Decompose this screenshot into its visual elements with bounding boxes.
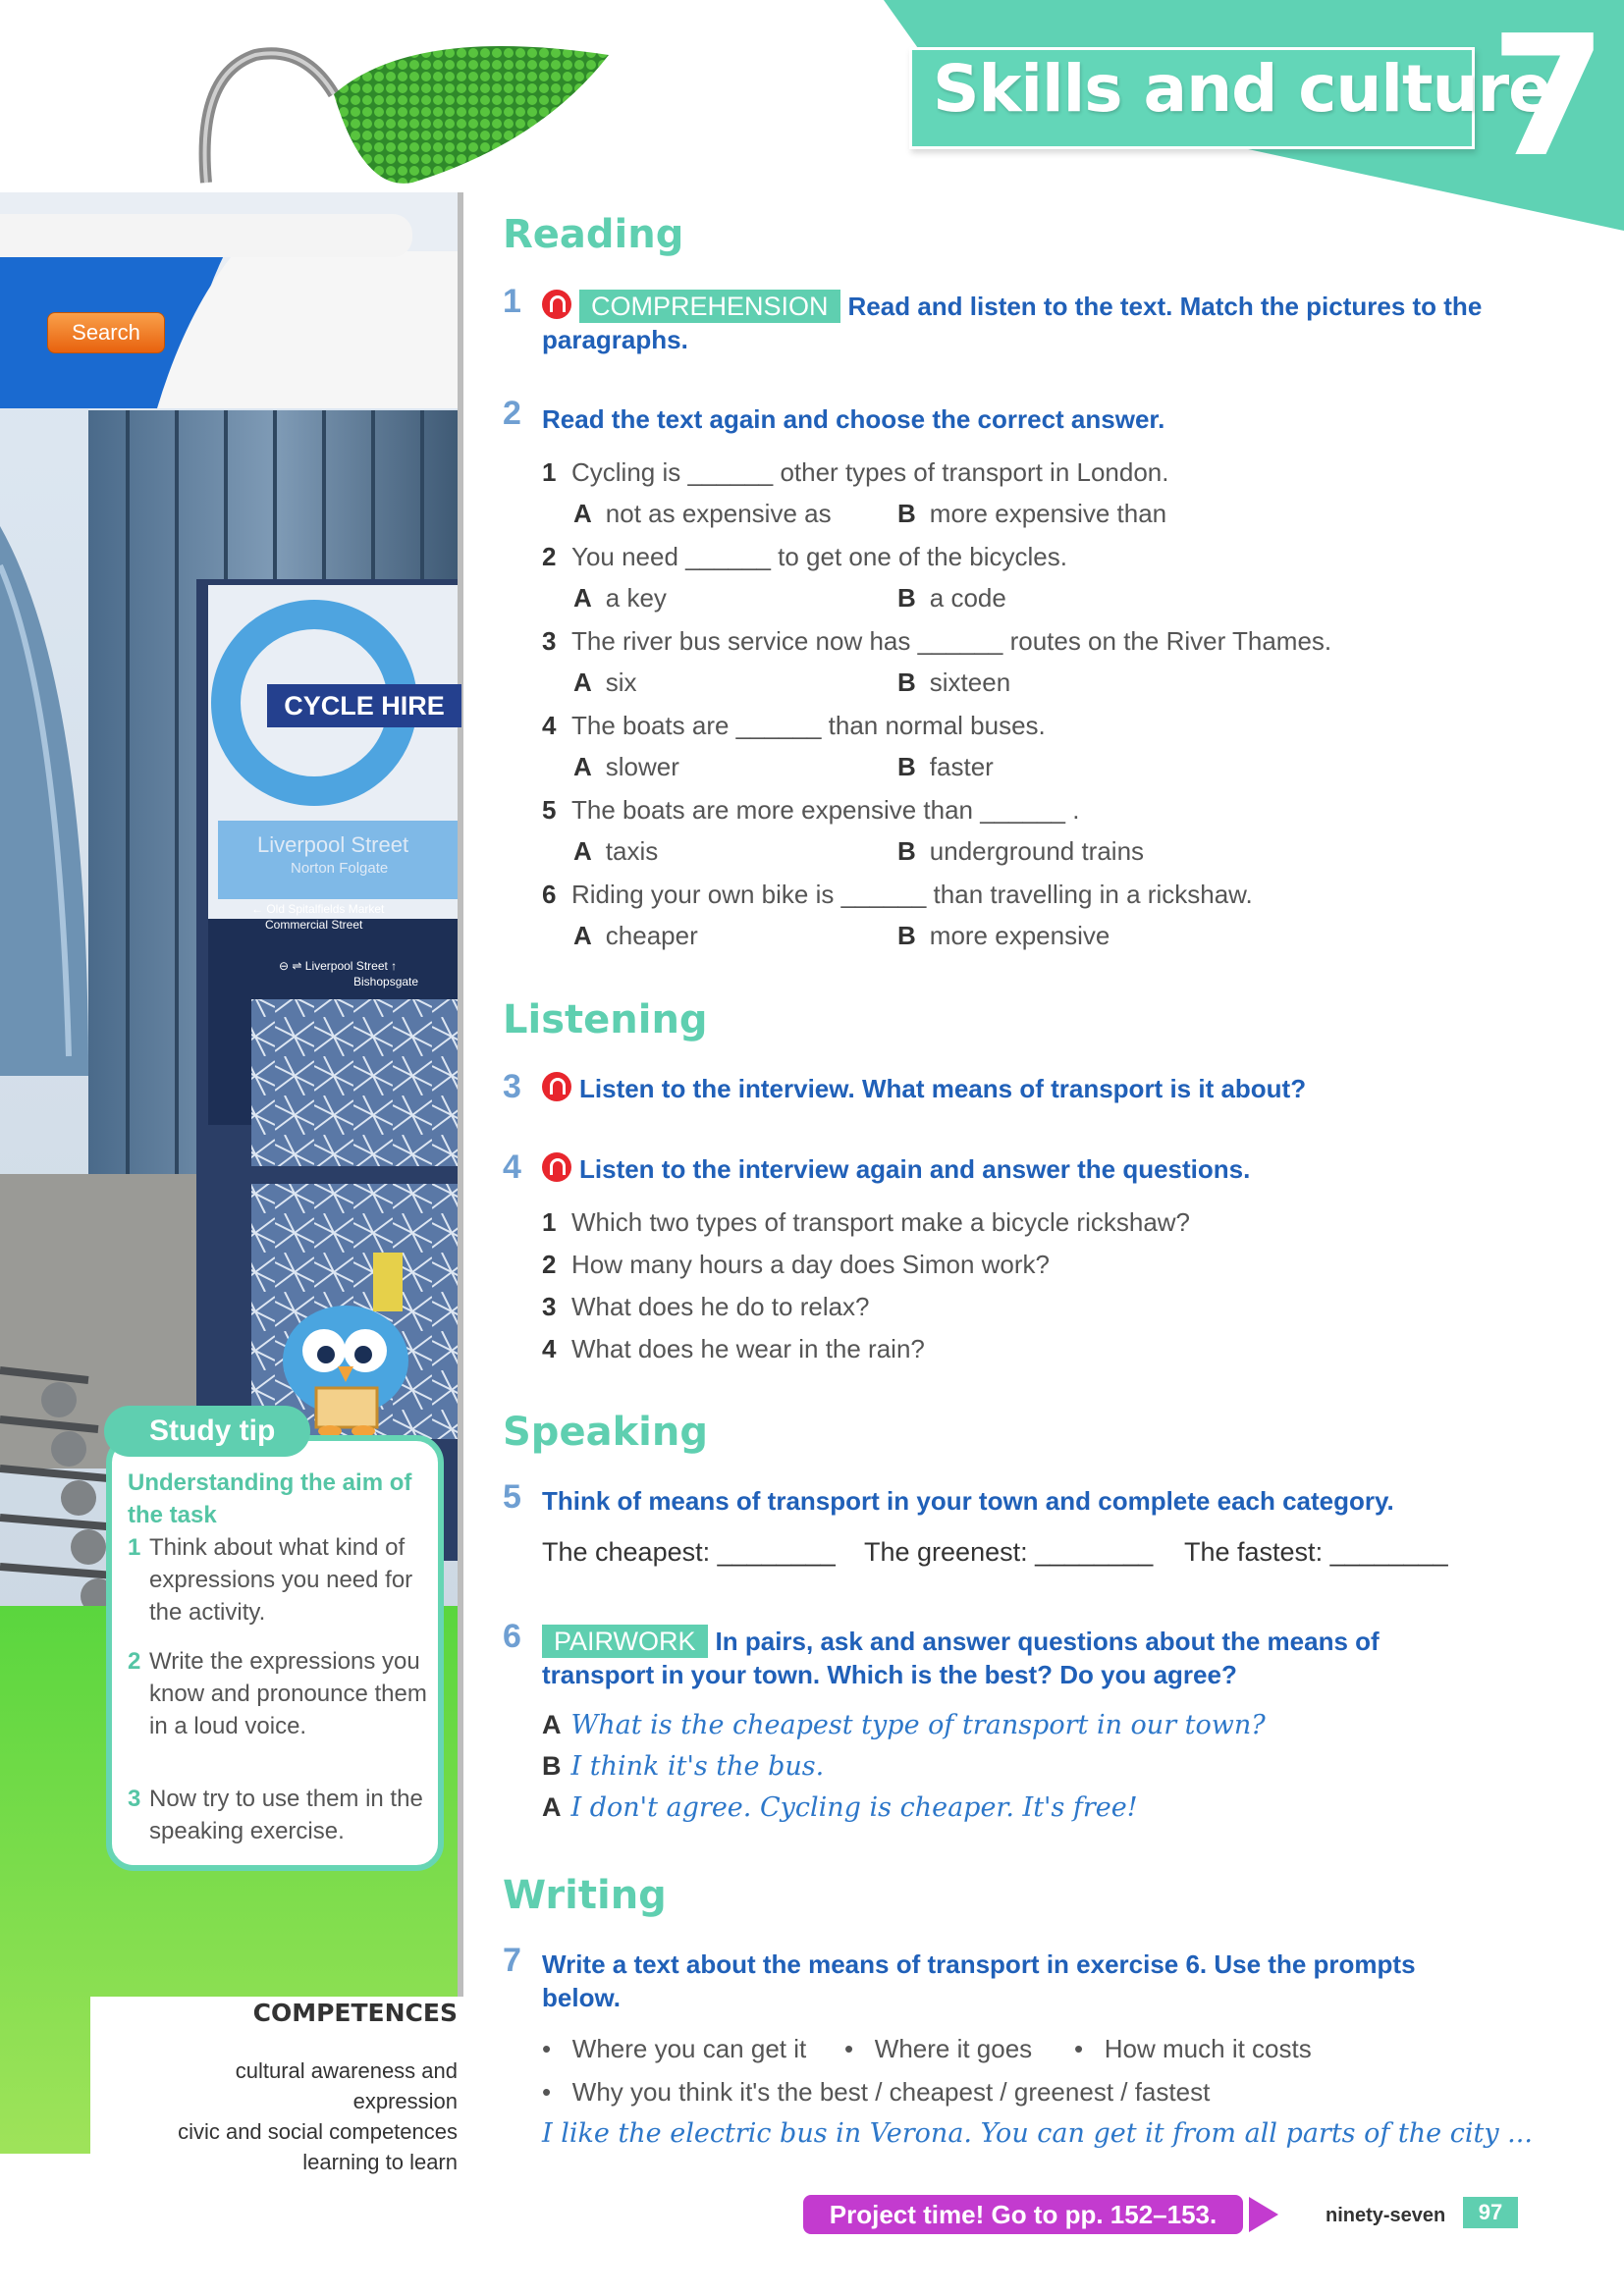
question-item — [542, 878, 1465, 911]
sign-direction-2-line1: ⊖ ⇌ Liverpool Street ↑ — [279, 959, 398, 973]
question-number: 3 — [542, 626, 557, 656]
question-item — [542, 1205, 1465, 1239]
exercise-text: In pairs, ask and answer questions about the means of transport in your town. Which is the best? Do you agree? — [542, 1627, 1380, 1689]
dialog-line — [542, 1792, 1138, 1823]
option-b — [897, 583, 1006, 614]
option-label: A — [573, 752, 592, 781]
arrow-right-icon — [1249, 2197, 1278, 2232]
exercise-number: 4 — [503, 1148, 521, 1186]
option-text: cheaper — [605, 921, 698, 950]
category-fastest: The fastest: ________ — [1184, 1537, 1448, 1567]
unit-number: 7 — [1490, 0, 1607, 194]
question-item — [542, 1248, 1465, 1281]
question-item — [542, 455, 1465, 489]
dialog-line — [542, 1710, 1266, 1740]
exercise-number: 2 — [503, 395, 521, 432]
exercise-tag: PAIRWORK — [542, 1625, 708, 1658]
competences-list — [128, 2056, 458, 2177]
study-tip-item-number: 2 — [128, 1648, 141, 1675]
question-item — [542, 624, 1465, 658]
section-heading-writing: Writing — [503, 1873, 667, 1918]
prompt-text: Where you can get it — [571, 2034, 807, 2063]
page-number: 97 — [1463, 2197, 1518, 2228]
option-label: A — [573, 583, 592, 613]
option-label: B — [897, 836, 916, 866]
exercise-text: Read and listen to the text. Match the pictures to the paragraphs. — [542, 292, 1483, 354]
competence-item: civic and social competences — [178, 2119, 458, 2144]
sign-direction-2 — [279, 958, 418, 989]
option-text: underground trains — [929, 836, 1145, 866]
headphones-icon — [542, 1152, 571, 1182]
project-time-button[interactable]: Project time! Go to pp. 152–153. — [803, 2195, 1243, 2234]
question-text: Cycling is ______ other types of transport in London. — [571, 457, 1169, 487]
option-text: six — [605, 667, 637, 697]
prompt-bullet: • Where you can get it — [542, 2034, 807, 2063]
category-cheapest: The cheapest: ________ — [542, 1537, 836, 1567]
prompt-bullet: • How much it costs — [1074, 2034, 1312, 2063]
prompt-bullet: • Why you think it's the best / cheapest / greenest / fastest — [542, 2077, 1211, 2107]
competences-title: COMPETENCES — [252, 1999, 458, 2027]
dialog-speaker: B — [542, 1751, 562, 1781]
option-text: more expensive — [929, 921, 1110, 950]
study-tip-item-number: 1 — [128, 1534, 141, 1561]
option-a — [573, 836, 658, 867]
option-text: a code — [929, 583, 1006, 613]
sign-direction-2-line2: Bishopsgate — [353, 975, 419, 988]
question-number: 3 — [542, 1292, 557, 1321]
question-item — [542, 1290, 1465, 1323]
option-a — [573, 921, 698, 951]
prompt-text: How much it costs — [1104, 2034, 1312, 2063]
search-button: Search — [47, 312, 165, 353]
option-text: more expensive than — [929, 499, 1167, 528]
exercise-7-instruction: Write a text about the means of transport in exercise 6. Use the prompts below. — [542, 1949, 1416, 2012]
study-tip-item — [128, 1645, 432, 1742]
page-title: Skills and culture — [933, 51, 1551, 127]
dialog-speaker: A — [542, 1792, 562, 1822]
question-item — [542, 1332, 1465, 1365]
exercise-number: 5 — [503, 1478, 521, 1516]
option-b — [897, 499, 1166, 529]
question-text: Which two types of transport make a bicycle rickshaw? — [571, 1207, 1191, 1237]
sign-direction-1-line1: ← Old Spitalfields Market — [251, 902, 385, 916]
option-a — [573, 752, 679, 782]
question-text: The boats are more expensive than ______ . — [571, 795, 1080, 825]
question-number: 4 — [542, 1334, 557, 1363]
exercise-4-instruction — [542, 1152, 1485, 1186]
study-tip-item-text: Write the expressions you know and pronounce them in a loud voice. — [149, 1648, 427, 1739]
question-number: 1 — [542, 1207, 557, 1237]
sign-direction-1-line2: Commercial Street — [265, 918, 363, 932]
option-text: taxis — [605, 836, 659, 866]
question-number: 1 — [542, 457, 557, 487]
option-label: A — [573, 499, 592, 528]
study-tip-item-number: 3 — [128, 1786, 141, 1812]
prompt-bullet: • Where it goes — [844, 2034, 1033, 2063]
search-bar — [0, 214, 412, 257]
question-item — [542, 540, 1465, 573]
option-label: B — [897, 667, 916, 697]
study-tip-item-text: Think about what kind of expressions you need for the activity. — [149, 1534, 413, 1626]
option-a — [573, 583, 667, 614]
question-text: What does he wear in the rain? — [571, 1334, 925, 1363]
question-number: 6 — [542, 880, 557, 909]
exercise-3-instruction — [542, 1072, 1485, 1105]
question-number: 4 — [542, 711, 557, 740]
option-b — [897, 667, 1010, 698]
option-label: B — [897, 583, 916, 613]
question-number: 2 — [542, 1250, 557, 1279]
dialog-text: I don't agree. Cycling is cheaper. It's free! — [570, 1792, 1138, 1823]
option-a — [573, 499, 832, 529]
prompt-text: Why you think it's the best / cheapest / greenest / fastest — [571, 2077, 1211, 2107]
option-label: A — [573, 836, 592, 866]
option-b — [897, 836, 1144, 867]
exercise-6-instruction — [542, 1625, 1485, 1691]
question-number: 5 — [542, 795, 557, 825]
option-label: B — [897, 752, 916, 781]
study-tip-item-text: Now try to use them in the speaking exercise. — [149, 1786, 423, 1844]
exercise-number: 6 — [503, 1618, 521, 1655]
competence-item: cultural awareness and expression — [235, 2058, 458, 2113]
question-text: How many hours a day does Simon work? — [571, 1250, 1051, 1279]
exercise-text: Listen to the interview. What means of transport is it about? — [579, 1074, 1307, 1103]
section-heading-speaking: Speaking — [503, 1410, 708, 1455]
prompt-text: Where it goes — [874, 2034, 1033, 2063]
dialog-text: What is the cheapest type of transport in our town? — [570, 1710, 1266, 1740]
option-a — [573, 667, 637, 698]
sign-area: Norton Folgate — [291, 860, 389, 877]
option-label: A — [573, 667, 592, 697]
writing-example: I like the electric bus in Verona. You can get it from all parts of the city ... — [542, 2118, 1533, 2149]
category-greenest: The greenest: ________ — [864, 1537, 1154, 1567]
option-text: faster — [929, 752, 994, 781]
option-text: not as expensive as — [605, 499, 832, 528]
study-tip-item — [128, 1783, 432, 1847]
study-tip-item — [128, 1531, 432, 1629]
section-heading-listening: Listening — [503, 997, 708, 1042]
option-text: a key — [605, 583, 667, 613]
option-b — [897, 921, 1110, 951]
option-text: sixteen — [929, 667, 1011, 697]
exercise-number: 1 — [503, 283, 521, 320]
exercise-number: 7 — [503, 1942, 521, 1979]
option-label: B — [897, 499, 916, 528]
exercise-5-instruction: Think of means of transport in your town and complete each category. — [542, 1486, 1394, 1516]
question-text: What does he do to relax? — [571, 1292, 870, 1321]
headphones-icon — [542, 1072, 571, 1101]
option-b — [897, 752, 994, 782]
study-tip-label: Study tip — [104, 1406, 310, 1457]
page-number-word: ninety-seven — [1326, 2205, 1446, 2226]
competence-item: learning to learn — [302, 2150, 458, 2174]
exercise-2-instruction: Read the text again and choose the correct answer. — [542, 404, 1165, 434]
question-text: The boats are ______ than normal buses. — [571, 711, 1046, 740]
option-text: slower — [605, 752, 679, 781]
dialog-text: I think it's the bus. — [570, 1751, 825, 1782]
study-tip-heading: Understanding the aim of the task — [128, 1469, 412, 1528]
exercise-number: 3 — [503, 1068, 521, 1105]
question-item — [542, 709, 1465, 742]
option-label: B — [897, 921, 916, 950]
question-text: You need ______ to get one of the bicycles. — [571, 542, 1067, 571]
dialog-speaker: A — [542, 1710, 562, 1739]
dialog-line — [542, 1751, 824, 1782]
question-text: Riding your own bike is ______ than travelling in a rickshaw. — [571, 880, 1253, 909]
option-label: A — [573, 921, 592, 950]
question-item — [542, 793, 1465, 827]
sign-station: Liverpool Street — [257, 832, 409, 857]
question-number: 2 — [542, 542, 557, 571]
exercise-text: Listen to the interview again and answer the questions. — [579, 1154, 1251, 1184]
leaf-logo-icon — [196, 35, 648, 192]
sign-cycle-hire: CYCLE HIRE — [267, 684, 461, 727]
sign-direction-1 — [251, 901, 384, 933]
headphones-icon — [542, 290, 571, 319]
exercise-1-instruction — [542, 290, 1485, 356]
section-heading-reading: Reading — [503, 212, 684, 257]
exercise-tag: COMPREHENSION — [579, 290, 840, 323]
question-text: The river bus service now has ______ routes on the River Thames. — [571, 626, 1332, 656]
